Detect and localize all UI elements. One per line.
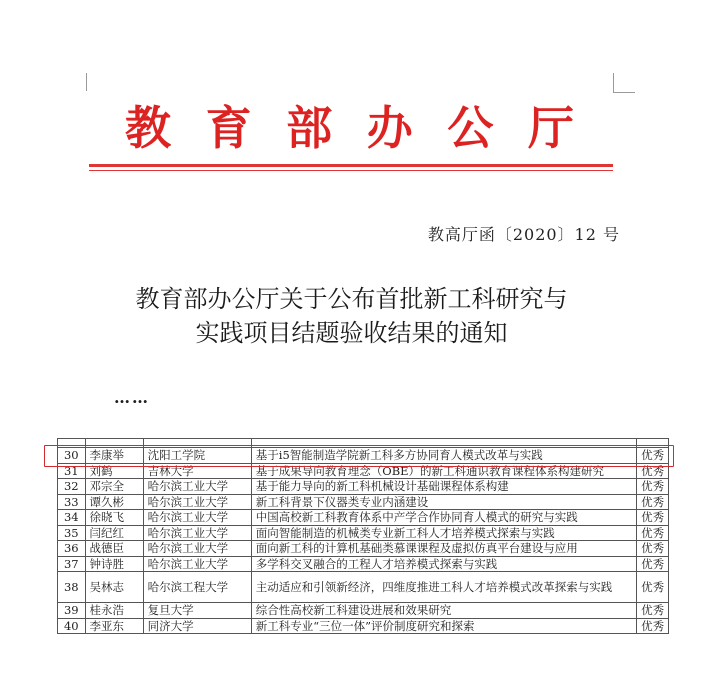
leader-name: 吴林志 [85, 572, 143, 603]
school-name: 哈尔滨工业大学 [143, 479, 251, 495]
leader-name: 刘鹤 [85, 463, 143, 479]
result: 优秀 [637, 603, 669, 619]
omission-ellipsis: …… [114, 388, 150, 407]
row-number: 33 [58, 494, 86, 510]
school-name: 哈尔滨工业大学 [143, 525, 251, 541]
table-row [58, 572, 669, 603]
heading-char: 教 [125, 101, 171, 155]
leader-name: 徐晓飞 [85, 510, 143, 526]
table-row [58, 556, 669, 572]
document-number: 教高厅函〔2020〕12 号 [427, 225, 620, 244]
result: 优秀 [637, 541, 669, 557]
row-number: 37 [58, 556, 86, 572]
project-title: 基于成果导向教育理念（OBE）的新工科通识教育课程体系构建研究 [251, 463, 637, 479]
leader-name: 桂永浩 [85, 603, 143, 619]
school-name: 吉林大学 [143, 463, 251, 479]
leader-name: 钟诗胜 [85, 556, 143, 572]
heading-char: 厅 [527, 101, 574, 155]
row-number: 36 [58, 541, 86, 557]
result: 优秀 [637, 448, 669, 464]
table-row [58, 448, 669, 464]
title-line-1: 教育部办公厅关于公布首批新工科研究与 [135, 285, 568, 313]
heading-char: 部 [286, 101, 333, 155]
result: 优秀 [637, 494, 669, 510]
result: 优秀 [637, 572, 669, 603]
results-table [57, 438, 669, 634]
project-title: 基于i5智能制造学院新工科多方协同育人模式改革与实践 [251, 448, 637, 464]
row-number: 40 [58, 618, 86, 634]
table-row [58, 510, 669, 526]
project-title: 新工科背景下仪器类专业内涵建设 [251, 494, 637, 510]
heading-char: 公 [447, 101, 494, 155]
table-row [58, 618, 669, 634]
school-name: 哈尔滨工业大学 [143, 556, 251, 572]
school-name: 复旦大学 [143, 603, 251, 619]
row-number: 31 [58, 463, 86, 479]
table-row [58, 525, 669, 541]
issuing-office-heading [89, 95, 614, 155]
result: 优秀 [637, 556, 669, 572]
school-name: 哈尔滨工业大学 [143, 510, 251, 526]
leader-name: 李康举 [85, 448, 143, 464]
page-corner-mark-left [86, 73, 87, 91]
table-row [58, 541, 669, 557]
row-number: 34 [58, 510, 86, 526]
project-title: 面向新工科的计算机基础类慕课课程及虚拟仿真平台建设与应用 [251, 541, 637, 557]
table-row [58, 463, 669, 479]
leader-name: 战德臣 [85, 541, 143, 557]
leader-name: 李亚东 [85, 618, 143, 634]
results-table-excerpt [57, 438, 669, 647]
row-number: 39 [58, 603, 86, 619]
result: 优秀 [637, 618, 669, 634]
title-line-2: 实践项目结题验收结果的通知 [195, 319, 508, 347]
red-rule-thin [89, 170, 613, 171]
school-name: 哈尔滨工程大学 [143, 572, 251, 603]
project-title: 多学科交叉融合的工程人才培养模式探索与实践 [251, 556, 637, 572]
result: 优秀 [637, 463, 669, 479]
result: 优秀 [637, 479, 669, 495]
row-number: 38 [58, 572, 86, 603]
project-title: 主动适应和引领新经济，四维度推进工科人才培养模式改革探索与实践 [251, 572, 637, 603]
project-title: 新工科专业“三位一体”评价制度研究和探索 [251, 618, 637, 634]
leader-name: 谭久彬 [85, 494, 143, 510]
document-title [60, 282, 643, 350]
heading-char: 育 [205, 101, 252, 155]
page-corner-mark-right [613, 92, 635, 93]
red-rule-thick [89, 164, 613, 167]
row-number: 32 [58, 479, 86, 495]
project-title: 中国高校新工科教育体系中产学合作协同育人模式的研究与实践 [251, 510, 637, 526]
table-row-cropped [58, 439, 669, 448]
leader-name: 闫纪红 [85, 525, 143, 541]
result: 优秀 [637, 510, 669, 526]
row-number: 30 [58, 448, 86, 464]
row-number: 35 [58, 525, 86, 541]
leader-name: 邓宗全 [85, 479, 143, 495]
school-name: 哈尔滨工业大学 [143, 494, 251, 510]
table-row [58, 603, 669, 619]
school-name: 同济大学 [143, 618, 251, 634]
result: 优秀 [637, 525, 669, 541]
table-row [58, 494, 669, 510]
school-name: 沈阳工学院 [143, 448, 251, 464]
project-title: 综合性高校新工科建设进展和效果研究 [251, 603, 637, 619]
heading-char: 办 [366, 101, 413, 155]
project-title: 基于能力导向的新工科机械设计基础课程体系构建 [251, 479, 637, 495]
school-name: 哈尔滨工业大学 [143, 541, 251, 557]
table-row [58, 479, 669, 495]
project-title: 面向智能制造的机械类专业新工科人才培养模式探索与实践 [251, 525, 637, 541]
page-corner-mark-right-vertical [613, 73, 614, 92]
